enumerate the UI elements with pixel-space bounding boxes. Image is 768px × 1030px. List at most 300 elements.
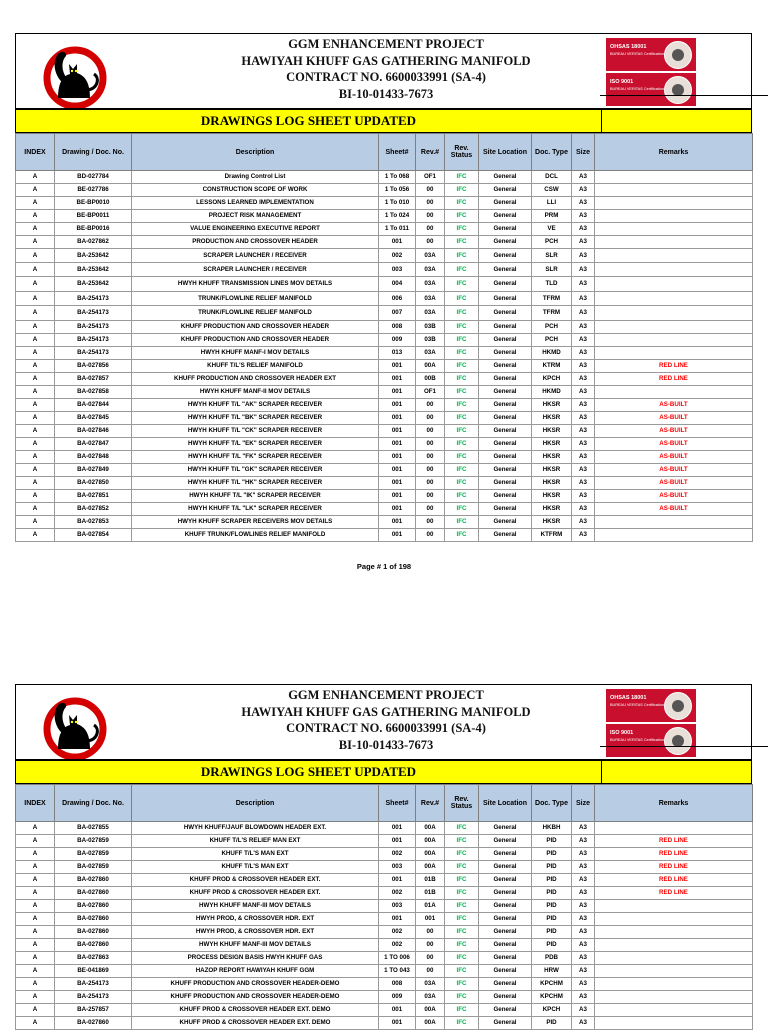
col-rev-status: Rev. Status <box>445 134 479 171</box>
cell-index: A <box>16 292 55 306</box>
cell-description: HWYH KHUFF TRANSMISSION LINES MOV DETAILS <box>132 277 379 292</box>
cell-index: A <box>16 171 55 184</box>
cell-site-location: General <box>479 373 532 386</box>
cell-size: A3 <box>572 952 595 965</box>
cell-remarks: AS-BUILT <box>595 464 753 477</box>
drawings-table <box>15 784 753 1030</box>
cell-index: A <box>16 503 55 516</box>
cell-remarks: RED LINE <box>595 887 753 900</box>
cell-doc-type: KTFRM <box>532 529 572 542</box>
cell-drawing-no: BA-027855 <box>55 822 132 835</box>
cell-description: KHUFF TRUNK/FLOWLINES RELIEF MANIFOLD <box>132 529 379 542</box>
cell-rev-status: IFC <box>445 848 479 861</box>
cell-remarks: AS-BUILT <box>595 477 753 490</box>
col-description: Description <box>132 785 379 822</box>
cell-rev-status: IFC <box>445 978 479 991</box>
cell-drawing-no: BA-254173 <box>55 978 132 991</box>
cell-site-location: General <box>479 516 532 529</box>
table-row <box>16 978 753 991</box>
cell-doc-type: PCH <box>532 321 572 334</box>
cell-doc-type: HKSR <box>532 451 572 464</box>
cell-remarks: RED LINE <box>595 360 753 373</box>
cell-sheet: 001 <box>379 516 416 529</box>
cell-drawing-no: BA-253642 <box>55 263 132 277</box>
cell-rev: 00 <box>416 952 445 965</box>
cell-doc-type: TLD <box>532 277 572 292</box>
project-titles <box>166 687 606 753</box>
cell-rev: 00 <box>416 236 445 249</box>
cell-remarks <box>595 292 753 306</box>
cell-rev-status: IFC <box>445 223 479 236</box>
table-row <box>16 360 753 373</box>
cell-rev: 00 <box>416 926 445 939</box>
cell-index: A <box>16 926 55 939</box>
cell-doc-type: PID <box>532 939 572 952</box>
table-row <box>16 1004 753 1017</box>
cell-index: A <box>16 874 55 887</box>
cell-size: A3 <box>572 861 595 874</box>
cell-size: A3 <box>572 900 595 913</box>
col-drawing-no: Drawing / Doc. No. <box>55 134 132 171</box>
table-row <box>16 412 753 425</box>
cell-doc-type: HKMD <box>532 386 572 399</box>
cell-sheet: 1 To 024 <box>379 210 416 223</box>
table-row <box>16 334 753 347</box>
col-sheet: Sheet# <box>379 785 416 822</box>
table-row <box>16 1017 753 1030</box>
cell-rev-status: IFC <box>445 360 479 373</box>
cell-size: A3 <box>572 835 595 848</box>
cell-size: A3 <box>572 386 595 399</box>
cell-rev-status: IFC <box>445 861 479 874</box>
cell-rev-status: IFC <box>445 926 479 939</box>
cell-site-location: General <box>479 306 532 321</box>
cell-rev: 00 <box>416 503 445 516</box>
cell-sheet: 1 To 011 <box>379 223 416 236</box>
cell-drawing-no: BA-027850 <box>55 477 132 490</box>
cell-index: A <box>16 347 55 360</box>
cell-drawing-no: BA-253642 <box>55 249 132 263</box>
table-row <box>16 184 753 197</box>
cell-drawing-no: BA-027860 <box>55 1017 132 1030</box>
cell-site-location: General <box>479 490 532 503</box>
cell-site-location: General <box>479 223 532 236</box>
cell-doc-type: PID <box>532 1017 572 1030</box>
cell-rev: 00 <box>416 965 445 978</box>
cell-size: A3 <box>572 425 595 438</box>
cell-site-location: General <box>479 197 532 210</box>
cell-sheet: 001 <box>379 529 416 542</box>
cell-description: HWYH KHUFF T/L "IK" SCRAPER RECEIVER <box>132 490 379 503</box>
cell-size: A3 <box>572 939 595 952</box>
cell-sheet: 001 <box>379 477 416 490</box>
cell-rev: 00B <box>416 373 445 386</box>
cell-size: A3 <box>572 991 595 1004</box>
col-doc-type: Doc. Type <box>532 785 572 822</box>
cell-rev: 00A <box>416 360 445 373</box>
cell-rev-status: IFC <box>445 334 479 347</box>
cell-remarks <box>595 978 753 991</box>
cell-drawing-no: BA-254173 <box>55 347 132 360</box>
cell-rev-status: IFC <box>445 347 479 360</box>
cell-rev: OF1 <box>416 386 445 399</box>
cell-doc-type: HKSR <box>532 438 572 451</box>
cell-rev-status: IFC <box>445 939 479 952</box>
cell-index: A <box>16 835 55 848</box>
table-row <box>16 171 753 184</box>
cell-rev-status: IFC <box>445 373 479 386</box>
cell-remarks: AS-BUILT <box>595 490 753 503</box>
table-row <box>16 887 753 900</box>
cell-size: A3 <box>572 277 595 292</box>
log-title-bar <box>15 760 752 784</box>
cell-doc-type: PCH <box>532 334 572 347</box>
cell-rev: 00 <box>416 210 445 223</box>
cell-drawing-no: BA-027860 <box>55 913 132 926</box>
cell-drawing-no: BA-027860 <box>55 900 132 913</box>
cell-site-location: General <box>479 399 532 412</box>
cell-description: KHUFF PRODUCTION AND CROSSOVER HEADER-DEMO <box>132 978 379 991</box>
cell-site-location: General <box>479 900 532 913</box>
log-title: DRAWINGS LOG SHEET UPDATED <box>200 764 417 779</box>
table-row <box>16 236 753 249</box>
cell-doc-type: HKSR <box>532 490 572 503</box>
cell-site-location: General <box>479 848 532 861</box>
cell-sheet: 009 <box>379 334 416 347</box>
cell-site-location: General <box>479 249 532 263</box>
col-remarks: Remarks <box>595 134 753 171</box>
cell-description: HWYH KHUFF T/L "GK" SCRAPER RECEIVER <box>132 464 379 477</box>
cell-sheet: 001 <box>379 373 416 386</box>
project-subtitle: HAWIYAH KHUFF GAS GATHERING MANIFOLD <box>241 704 531 719</box>
cell-drawing-no: BA-027856 <box>55 360 132 373</box>
cell-remarks <box>595 952 753 965</box>
col-size: Size <box>572 134 595 171</box>
cell-rev-status: IFC <box>445 386 479 399</box>
cell-drawing-no: BA-027849 <box>55 464 132 477</box>
cell-index: A <box>16 399 55 412</box>
cell-doc-type: TFRM <box>532 306 572 321</box>
cell-size: A3 <box>572 887 595 900</box>
cell-rev: 03A <box>416 978 445 991</box>
cell-index: A <box>16 952 55 965</box>
cell-site-location: General <box>479 277 532 292</box>
cell-rev-status: IFC <box>445 210 479 223</box>
cell-rev: 00 <box>416 223 445 236</box>
cell-size: A3 <box>572 464 595 477</box>
cell-rev: OF1 <box>416 171 445 184</box>
cell-remarks: AS-BUILT <box>595 399 753 412</box>
cell-sheet: 1 To 010 <box>379 197 416 210</box>
table-row <box>16 991 753 1004</box>
cell-size: A3 <box>572 848 595 861</box>
cell-drawing-no: BA-027845 <box>55 412 132 425</box>
table-row <box>16 939 753 952</box>
cell-index: A <box>16 477 55 490</box>
cell-index: A <box>16 438 55 451</box>
cell-size: A3 <box>572 978 595 991</box>
table-row <box>16 210 753 223</box>
cell-site-location: General <box>479 926 532 939</box>
cell-description: KHUFF T/L'S RELIEF MANIFOLD <box>132 360 379 373</box>
table-row <box>16 373 753 386</box>
cell-rev: 01B <box>416 887 445 900</box>
table-row <box>16 249 753 263</box>
cell-drawing-no: BE-041869 <box>55 965 132 978</box>
cell-index: A <box>16 412 55 425</box>
cell-remarks <box>595 1017 753 1030</box>
cell-drawing-no: BA-027858 <box>55 386 132 399</box>
divider <box>600 95 768 96</box>
cell-rev: 00 <box>416 399 445 412</box>
cell-remarks <box>595 965 753 978</box>
sheet-header <box>15 33 752 109</box>
cell-remarks: AS-BUILT <box>595 503 753 516</box>
cell-drawing-no: BA-027859 <box>55 835 132 848</box>
cell-description: KHUFF PRODUCTION AND CROSSOVER HEADER <box>132 334 379 347</box>
cell-rev-status: IFC <box>445 835 479 848</box>
cell-remarks <box>595 171 753 184</box>
cell-rev: 00 <box>416 438 445 451</box>
cell-index: A <box>16 887 55 900</box>
cell-remarks: AS-BUILT <box>595 412 753 425</box>
cell-index: A <box>16 236 55 249</box>
project-titles <box>166 36 606 102</box>
cell-drawing-no: BA-027846 <box>55 425 132 438</box>
cell-rev-status: IFC <box>445 412 479 425</box>
table-row <box>16 822 753 835</box>
cell-size: A3 <box>572 874 595 887</box>
cell-site-location: General <box>479 991 532 1004</box>
cell-sheet: 001 <box>379 913 416 926</box>
cell-remarks <box>595 939 753 952</box>
divider <box>601 110 602 132</box>
table-row <box>16 425 753 438</box>
cell-index: A <box>16 373 55 386</box>
cell-index: A <box>16 1004 55 1017</box>
cell-remarks <box>595 334 753 347</box>
table-row <box>16 477 753 490</box>
table-row <box>16 292 753 306</box>
cell-sheet: 1 To 068 <box>379 171 416 184</box>
cell-index: A <box>16 451 55 464</box>
cell-description: PRODUCTION AND CROSSOVER HEADER <box>132 236 379 249</box>
cell-index: A <box>16 360 55 373</box>
cell-description: TRUNK/FLOWLINE RELIEF MANIFOLD <box>132 306 379 321</box>
cell-rev: 001 <box>416 913 445 926</box>
cell-sheet: 002 <box>379 848 416 861</box>
cell-rev: 01B <box>416 874 445 887</box>
cell-remarks <box>595 926 753 939</box>
cell-remarks: RED LINE <box>595 861 753 874</box>
cell-drawing-no: BA-027862 <box>55 236 132 249</box>
cell-drawing-no: BA-254173 <box>55 991 132 1004</box>
cell-site-location: General <box>479 978 532 991</box>
cell-drawing-no: BE-BP0010 <box>55 197 132 210</box>
cell-doc-type: VE <box>532 223 572 236</box>
cell-index: A <box>16 490 55 503</box>
cell-doc-type: PID <box>532 887 572 900</box>
cell-rev: 03A <box>416 306 445 321</box>
cell-rev: 00 <box>416 451 445 464</box>
cell-remarks <box>595 210 753 223</box>
cell-rev-status: IFC <box>445 277 479 292</box>
cell-remarks <box>595 529 753 542</box>
col-sheet: Sheet# <box>379 134 416 171</box>
cell-index: A <box>16 277 55 292</box>
cert-seal-icon <box>664 692 692 720</box>
cell-rev: 03B <box>416 334 445 347</box>
cell-rev: 00A <box>416 1017 445 1030</box>
cell-remarks <box>595 347 753 360</box>
cell-site-location: General <box>479 360 532 373</box>
cell-remarks <box>595 321 753 334</box>
cell-index: A <box>16 978 55 991</box>
cell-index: A <box>16 184 55 197</box>
black-cat-logo <box>40 691 110 759</box>
table-row <box>16 503 753 516</box>
cell-rev-status: IFC <box>445 1004 479 1017</box>
cell-size: A3 <box>572 926 595 939</box>
cell-size: A3 <box>572 1004 595 1017</box>
table-row <box>16 451 753 464</box>
col-rev: Rev.# <box>416 785 445 822</box>
cell-size: A3 <box>572 263 595 277</box>
cell-site-location: General <box>479 503 532 516</box>
cell-doc-type: LLI <box>532 197 572 210</box>
cell-remarks <box>595 516 753 529</box>
cell-sheet: 001 <box>379 822 416 835</box>
cell-remarks <box>595 236 753 249</box>
cell-doc-type: TFRM <box>532 292 572 306</box>
cell-description: CONSTRUCTION SCOPE OF WORK <box>132 184 379 197</box>
cell-size: A3 <box>572 503 595 516</box>
table-row <box>16 965 753 978</box>
cell-rev-status: IFC <box>445 874 479 887</box>
cell-index: A <box>16 223 55 236</box>
cell-site-location: General <box>479 184 532 197</box>
cell-size: A3 <box>572 399 595 412</box>
iso-cert-badge: ISO 9001 BUREAU VERITAS Certification <box>606 724 696 757</box>
cell-description: KHUFF PROD & CROSSOVER HEADER EXT. DEMO <box>132 1004 379 1017</box>
cell-doc-type: HKSR <box>532 503 572 516</box>
cell-description: SCRAPER LAUNCHER / RECEIVER <box>132 263 379 277</box>
cell-drawing-no: BA-027852 <box>55 503 132 516</box>
cell-sheet: 001 <box>379 451 416 464</box>
cell-rev-status: IFC <box>445 900 479 913</box>
cell-rev-status: IFC <box>445 965 479 978</box>
cell-rev-status: IFC <box>445 516 479 529</box>
cell-remarks: AS-BUILT <box>595 425 753 438</box>
certification-badges <box>606 36 696 108</box>
cell-index: A <box>16 939 55 952</box>
iso-cert-badge: ISO 9001 BUREAU VERITAS Certification <box>606 73 696 106</box>
cell-site-location: General <box>479 438 532 451</box>
cell-size: A3 <box>572 249 595 263</box>
cell-sheet: 002 <box>379 926 416 939</box>
col-index: INDEX <box>16 134 55 171</box>
divider <box>600 746 768 747</box>
cell-rev: 03B <box>416 321 445 334</box>
cell-index: A <box>16 334 55 347</box>
cell-size: A3 <box>572 223 595 236</box>
cell-sheet: 001 <box>379 360 416 373</box>
cell-drawing-no: BE-027786 <box>55 184 132 197</box>
cell-drawing-no: BA-027857 <box>55 373 132 386</box>
cell-site-location: General <box>479 171 532 184</box>
cell-sheet: 001 <box>379 874 416 887</box>
cell-size: A3 <box>572 529 595 542</box>
cell-index: A <box>16 1017 55 1030</box>
cell-doc-type: HKSR <box>532 412 572 425</box>
table-row <box>16 529 753 542</box>
cell-description: HWYH KHUFF/JAUF BLOWDOWN HEADER EXT. <box>132 822 379 835</box>
cell-sheet: 002 <box>379 249 416 263</box>
cell-sheet: 1 To 056 <box>379 184 416 197</box>
cell-rev: 03A <box>416 249 445 263</box>
cell-site-location: General <box>479 263 532 277</box>
cell-drawing-no: BA-254173 <box>55 334 132 347</box>
cell-site-location: General <box>479 292 532 306</box>
cert-seal-icon <box>664 41 692 69</box>
cell-description: KHUFF T/L'S RELIEF MAN EXT <box>132 835 379 848</box>
cell-doc-type: KTRM <box>532 360 572 373</box>
cell-site-location: General <box>479 321 532 334</box>
cell-drawing-no: BA-027860 <box>55 939 132 952</box>
cell-drawing-no: BA-027848 <box>55 451 132 464</box>
cell-sheet: 009 <box>379 991 416 1004</box>
cell-site-location: General <box>479 210 532 223</box>
table-row <box>16 321 753 334</box>
contract-number: CONTRACT NO. 6600033991 (SA-4) <box>286 70 486 84</box>
table-row <box>16 347 753 360</box>
cell-rev-status: IFC <box>445 292 479 306</box>
cell-remarks: RED LINE <box>595 874 753 887</box>
cell-size: A3 <box>572 451 595 464</box>
cell-description: KHUFF PRODUCTION AND CROSSOVER HEADER-DEMO <box>132 991 379 1004</box>
cell-rev-status: IFC <box>445 236 479 249</box>
cell-index: A <box>16 321 55 334</box>
cell-rev-status: IFC <box>445 438 479 451</box>
cell-rev: 00 <box>416 197 445 210</box>
cell-index: A <box>16 210 55 223</box>
cell-rev: 03A <box>416 347 445 360</box>
col-site-location: Site Location <box>479 134 532 171</box>
cell-doc-type: HKSR <box>532 477 572 490</box>
cell-doc-type: KPCHM <box>532 978 572 991</box>
black-cat-logo <box>40 40 110 108</box>
cell-description: HWYH KHUFF MANF-III MOV DETAILS <box>132 900 379 913</box>
cell-sheet: 004 <box>379 277 416 292</box>
cell-rev: 03A <box>416 277 445 292</box>
cell-drawing-no: BA-027847 <box>55 438 132 451</box>
cell-site-location: General <box>479 236 532 249</box>
cell-index: A <box>16 249 55 263</box>
cell-rev-status: IFC <box>445 451 479 464</box>
cell-description: LESSONS LEARNED IMPLEMENTATION <box>132 197 379 210</box>
cell-description: HWYH PROD, & CROSSOVER HDR. EXT <box>132 913 379 926</box>
cell-rev-status: IFC <box>445 991 479 1004</box>
cell-site-location: General <box>479 529 532 542</box>
cell-remarks <box>595 277 753 292</box>
cell-description: HWYH KHUFF T/L "LK" SCRAPER RECEIVER <box>132 503 379 516</box>
cell-doc-type: PID <box>532 835 572 848</box>
cell-doc-type: PID <box>532 913 572 926</box>
project-subtitle: HAWIYAH KHUFF GAS GATHERING MANIFOLD <box>241 53 531 68</box>
cell-doc-type: HKSR <box>532 399 572 412</box>
table-row <box>16 277 753 292</box>
cell-site-location: General <box>479 464 532 477</box>
